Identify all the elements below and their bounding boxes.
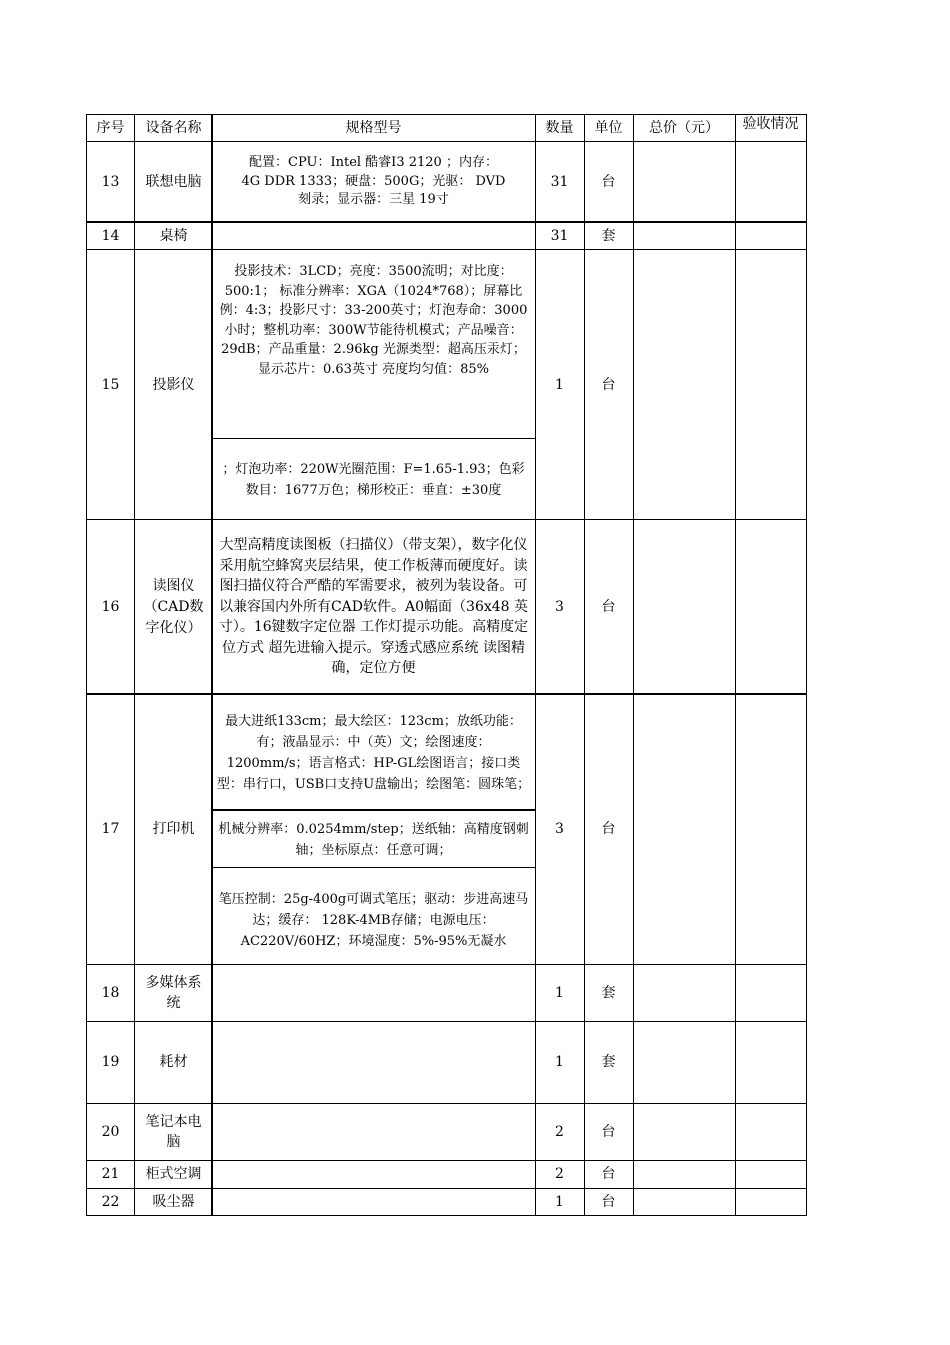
- row-no: 13: [101, 174, 120, 190]
- row-unit: 台: [601, 377, 616, 393]
- header-unit: 单位: [594, 120, 623, 136]
- row-qty: 31: [550, 174, 569, 190]
- row-unit: 套: [601, 228, 616, 244]
- row-spec-continued: 机械分辨率：0.0254mm/step；送纸轴：高精度钢刺轴；坐标原点：任意可调；: [218, 822, 529, 858]
- row-name: 投影仪: [152, 377, 195, 393]
- row-no: 20: [101, 1123, 120, 1140]
- grid-line: [735, 114, 736, 1216]
- row-unit: 套: [601, 984, 616, 1001]
- grid-line: [211, 114, 213, 1216]
- grid-line: [134, 114, 135, 1216]
- row-qty: 2: [555, 1166, 564, 1182]
- row-qty: 3: [555, 599, 564, 615]
- header-qty: 数量: [545, 120, 574, 136]
- row-unit: 套: [601, 1054, 616, 1070]
- row-spec: 最大进纸133cm；最大绘区：123cm；放纸功能：有；液晶显示：中（英）文；绘图速度：1200mm/s；语言格式：HP-GL绘图语言；接口类型：串行口，USB口支持U盘输出；绘图笔：圆珠笔；: [216, 714, 531, 792]
- header-acceptance: 验收情况: [742, 116, 799, 132]
- header-spec: 规格型号: [345, 120, 402, 136]
- grid-line: [535, 114, 536, 1216]
- row-qty: 1: [555, 377, 564, 393]
- row-spec-continued: 笔压控制：25g-400g可调式笔压；驱动：步进高速马达；缓存： 128K-4MB存储；电源电压：AC220V/60HZ；环境湿度：5%-95%无凝水: [218, 891, 529, 949]
- row-spec: 投影技术：3LCD；亮度：3500流明；对比度：500:1； 标准分辨率：XGA（1024*768）；屏幕比例：4:3；投影尺寸：33-200英寸；灯泡寿命：3000小时；整机功率：300W节能待机模式；产品噪音：29dB；产品重量：2.96kg 光源类型：超高压汞灯；显示芯片：0.63英寸 亮度均匀值：85%: [219, 264, 528, 377]
- grid-line: [212, 809, 535, 811]
- row-qty: 2: [555, 1123, 564, 1140]
- header-no: 序号: [96, 120, 125, 136]
- grid-line: [584, 114, 585, 1216]
- header-name: 设备名称: [145, 120, 202, 136]
- header-total: 总价（元）: [649, 120, 719, 136]
- row-name: 打印机: [152, 821, 195, 837]
- row-unit: 台: [601, 599, 616, 615]
- grid-line: [86, 964, 806, 965]
- row-no: 16: [101, 599, 120, 615]
- row-unit: 台: [601, 174, 616, 190]
- row-no: 17: [101, 821, 120, 837]
- grid-line: [86, 249, 806, 250]
- grid-line: [86, 141, 806, 142]
- grid-line: [86, 114, 87, 1216]
- row-qty: 1: [555, 984, 564, 1001]
- row-name: 柜式空调: [145, 1166, 202, 1182]
- row-no: 14: [101, 228, 120, 244]
- row-unit: 台: [601, 1193, 616, 1210]
- row-no: 21: [101, 1166, 120, 1182]
- grid-line: [806, 114, 807, 1216]
- row-name: 读图仪（CAD数字化仪）: [143, 577, 204, 636]
- row-qty: 3: [555, 821, 564, 837]
- grid-line: [86, 519, 806, 520]
- row-name: 联想电脑: [145, 174, 202, 190]
- row-unit: 台: [601, 1123, 616, 1140]
- grid-line: [86, 114, 806, 115]
- grid-line: [86, 1160, 806, 1161]
- row-no: 18: [101, 984, 120, 1001]
- row-name: 笔记本电脑: [145, 1113, 202, 1150]
- row-qty: 1: [555, 1193, 564, 1210]
- row-no: 15: [101, 377, 120, 393]
- row-name: 桌椅: [159, 228, 188, 244]
- grid-line: [86, 693, 806, 695]
- row-name: 多媒体系统: [145, 974, 202, 1011]
- row-qty: 1: [555, 1054, 564, 1070]
- row-unit: 台: [601, 821, 616, 837]
- row-name: 耗材: [159, 1054, 188, 1070]
- row-qty: 31: [550, 228, 569, 244]
- row-spec: 大型高精度读图板（扫描仪）（带支架），数字化仪采用航空蜂窝夹层结果，使工作板薄而硬度好。读图扫描仪符合严酷的军需要求，被列为装设备。可以兼容国内外所有CAD软件。A0幅面（36x48 英寸）。16键数字定位器 工作灯提示功能。高精度定位方式 超先进输入提示。穿透式感应系统 读图精确，定位方便: [218, 537, 529, 677]
- grid-line: [86, 221, 806, 223]
- row-unit: 台: [601, 1166, 616, 1182]
- grid-line: [86, 1215, 806, 1216]
- grid-line: [86, 1103, 806, 1104]
- grid-line: [633, 114, 634, 1216]
- row-spec: 配置：CPU：Intel 酷睿I3 2120 ；内存：4G DDR 1333；硬盘：500G；光驱： DVD刻录；显示器：三星 19寸: [241, 155, 506, 208]
- row-spec-continued: ；灯泡功率：220W光圈范围：F=1.65-1.93；色彩数目：1677万色；梯形校正：垂直：±30度: [222, 462, 525, 498]
- grid-line: [86, 1188, 806, 1189]
- row-no: 22: [101, 1193, 120, 1210]
- grid-line: [212, 867, 535, 868]
- row-name: 吸尘器: [152, 1193, 195, 1210]
- grid-line: [86, 1021, 806, 1022]
- grid-line: [212, 438, 535, 439]
- row-no: 19: [101, 1054, 120, 1070]
